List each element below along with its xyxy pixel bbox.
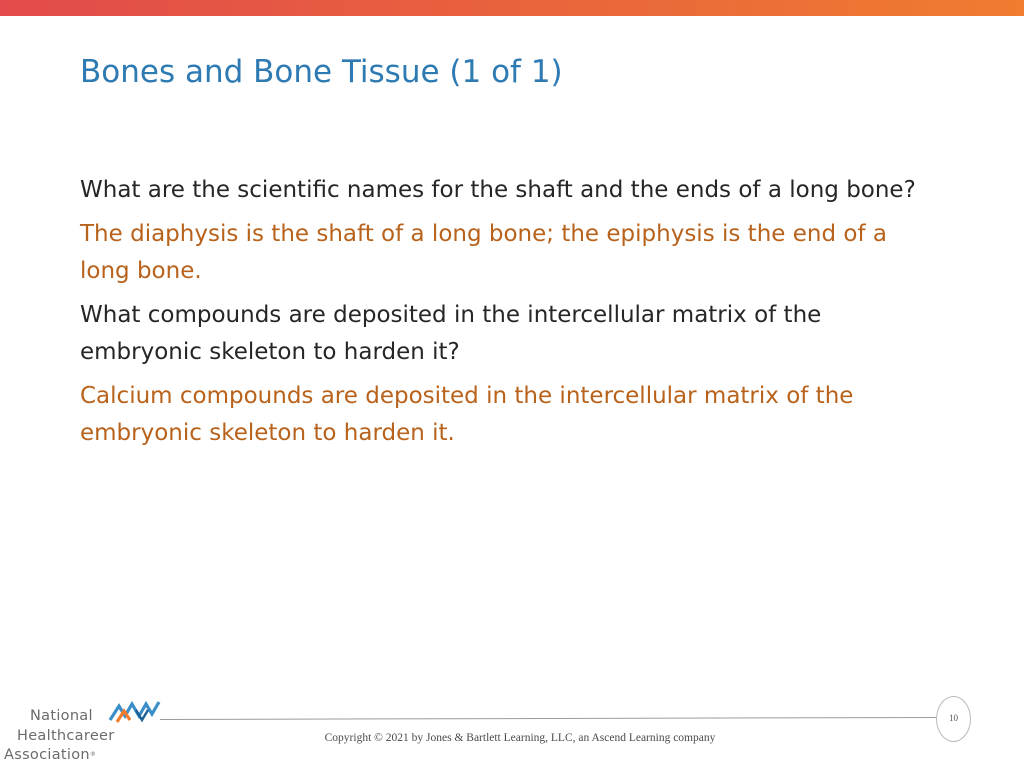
logo-text-line3-label: Association [4, 747, 90, 763]
registered-mark: ® [89, 751, 97, 758]
slide-title: Bones and Bone Tissue (1 of 1) [80, 54, 563, 90]
question-2: What compounds are deposited in the intercellular matrix of the embryonic skeleton to harden it? [80, 302, 822, 365]
logo-text-line2: Healthcareer [17, 728, 115, 744]
logo-text-line3 [4, 747, 96, 763]
question-1: What are the scientific names for the shaft and the ends of a long bone? [80, 177, 916, 203]
footer-divider [160, 717, 937, 720]
nha-chevron-logo-icon [108, 698, 162, 724]
slide-body [80, 172, 930, 459]
copyright-notice: Copyright © 2021 by Jones & Bartlett Learning, LLC, an Ascend Learning company [324, 732, 716, 744]
answer-2: Calcium compounds are deposited in the intercellular matrix of the embryonic skeleton to harden it. [80, 383, 854, 446]
page-number: 10 [949, 713, 958, 723]
top-accent-bar [0, 0, 1024, 16]
nha-logo [0, 698, 170, 768]
answer-1: The diaphysis is the shaft of a long bone; the epiphysis is the end of a long bone. [80, 221, 887, 284]
logo-text-line1: National [30, 708, 93, 724]
